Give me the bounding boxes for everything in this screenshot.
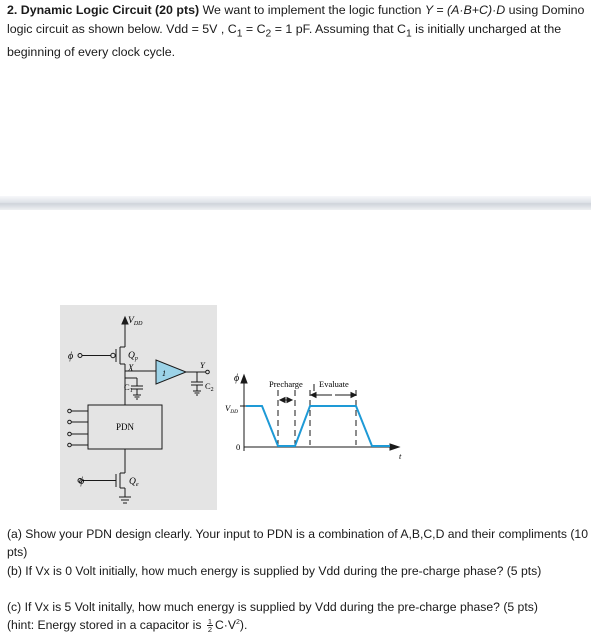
precharge-label: Precharge: [269, 379, 303, 389]
node-x-label: X: [128, 363, 134, 373]
question-text-4: is initially uncharged at the beginning of every clock cycle.: [7, 22, 562, 60]
question-text-2: = C: [245, 22, 266, 36]
subscript: 1: [405, 28, 412, 40]
pdn-label: PDN: [115, 422, 135, 432]
superscript: 2: [235, 619, 240, 626]
hint: [7, 614, 247, 634]
subscript: 1: [236, 28, 243, 40]
hint-formula: C·V: [214, 618, 236, 633]
logic-function: Y = (A·B+C)·D: [424, 3, 506, 17]
hint-close: ).: [239, 618, 248, 633]
question-title: 2. Dynamic Logic Circuit (20 pts): [7, 3, 200, 17]
time-axis-label: t: [399, 451, 402, 461]
section-divider: [0, 196, 591, 210]
part-b: (b) If Vx is 0 Volt initially, how much energy is supplied by Vdd during the pre-charge phase? (5 pts): [7, 564, 542, 578]
qe-label: $Q_e$: [129, 477, 139, 488]
phi-evaluate-label: ϕ: [79, 476, 85, 487]
question-intro: We want to implement the logic function: [202, 3, 422, 17]
timing-phi-label: ϕ: [234, 373, 240, 384]
clock-waveform: [246, 406, 390, 446]
subscript: 2: [265, 28, 272, 40]
part-a: (a) Show your PDN design clearly. Your input to PDN is a combination of A,B,C,D and their compliments (10 pts): [7, 527, 588, 559]
c1-label: $C_1$: [124, 382, 133, 394]
timing-zero-label: 0: [236, 442, 241, 452]
vdd-label: $V_{DD}$: [128, 316, 143, 327]
c2-label: $C_2$: [205, 381, 214, 393]
phi-precharge-label: ϕ: [68, 351, 74, 362]
fraction-half: $\frac{1}{2}$: [207, 617, 212, 635]
question-header: [7, 1, 587, 62]
domino-circuit-figure: [60, 305, 415, 510]
question-text-3: = 1 pF. Assuming that C: [274, 22, 406, 36]
hint-text: (hint: Energy stored in a capacitor is: [7, 618, 202, 633]
part-c: (c) If Vx is 5 Volt initally, how much energy is supplied by Vdd during the pre-charge phase? (5 pts): [7, 600, 538, 614]
inverter-label: 1: [162, 369, 166, 378]
evaluate-label: Evaluate: [319, 379, 349, 389]
question-text-1: using Domino logic circuit as shown below. Vdd = 5V , C: [7, 3, 585, 36]
output-y-label: Y: [200, 360, 205, 370]
qp-label: $Q_p$: [128, 351, 138, 362]
timing-vdd-label: $V_{DD}$: [225, 403, 239, 415]
